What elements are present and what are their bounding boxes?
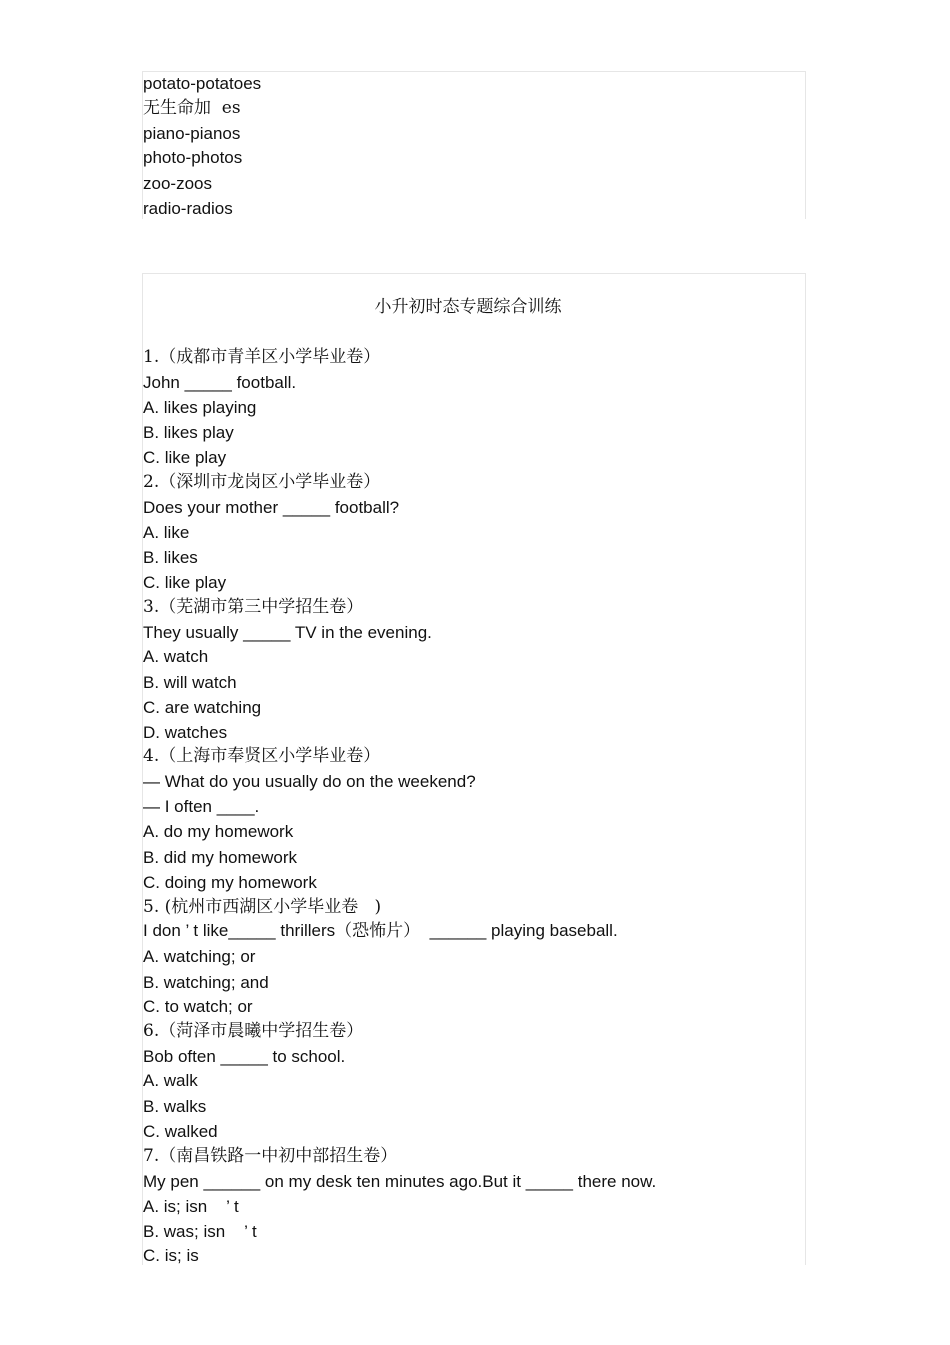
- answer-option: A. watching; or: [143, 947, 256, 966]
- answer-option: B. likes: [143, 548, 198, 567]
- question-source: 1.（成都市青羊区小学毕业卷）: [143, 347, 381, 367]
- answer-option: C. is; is: [143, 1246, 199, 1265]
- answer-option: A. likes playing: [143, 398, 257, 417]
- question-text: — I often ____.: [143, 797, 260, 816]
- answer-option: C. like play: [143, 573, 227, 592]
- answer-option: B. walks: [143, 1097, 207, 1116]
- answer-option: B. was; isn ’ t: [143, 1222, 257, 1241]
- answer-option: A. do my homework: [143, 822, 294, 841]
- answer-option: B. will watch: [143, 673, 237, 692]
- answer-option: B. likes play: [143, 423, 234, 442]
- question-text: They usually _____ TV in the evening.: [143, 623, 432, 642]
- plural-line: potato-potatoes: [143, 74, 262, 93]
- question-text: — What do you usually do on the weekend?: [143, 772, 476, 791]
- page-title: 小升初时态专题综合训练: [374, 297, 562, 317]
- plural-line: radio-radios: [143, 199, 233, 218]
- question-source: 3.（芜湖市第三中学招生卷）: [143, 597, 364, 617]
- plural-line: piano-pianos: [143, 124, 241, 143]
- question-text: Does your mother _____ football?: [143, 498, 400, 517]
- answer-option: C. like play: [143, 448, 227, 467]
- question-text: Bob often _____ to school.: [143, 1047, 346, 1066]
- question-source: 2.（深圳市龙岗区小学毕业卷）: [143, 472, 381, 492]
- question-text: John _____ football.: [143, 373, 297, 392]
- answer-option: A. is; isn ’ t: [143, 1197, 239, 1216]
- answer-option: A. watch: [143, 647, 209, 666]
- answer-option: C. are watching: [143, 698, 262, 717]
- plural-line: zoo-zoos: [143, 174, 212, 193]
- exercise-panel: [142, 273, 806, 1265]
- answer-option: C. to watch; or: [143, 997, 253, 1016]
- answer-option: B. did my homework: [143, 848, 297, 867]
- question-source: 7.（南昌铁路一中初中部招生卷）: [143, 1146, 398, 1166]
- answer-option: C. walked: [143, 1122, 218, 1141]
- answer-option: A. like: [143, 523, 190, 542]
- answer-option: C. doing my homework: [143, 873, 317, 892]
- answer-option: B. watching; and: [143, 973, 269, 992]
- question-text: My pen ______ on my desk ten minutes ago.But it _____ there now.: [143, 1172, 657, 1191]
- question-source: 4.（上海市奉贤区小学毕业卷）: [143, 746, 381, 766]
- question-source: 5. (杭州市西湖区小学毕业卷 ): [143, 897, 382, 917]
- answer-option: A. walk: [143, 1071, 198, 1090]
- plural-line: photo-photos: [143, 148, 243, 167]
- question-text: I don ’ t like_____ thrillers（恐怖片） ______ playing baseball.: [143, 921, 618, 940]
- answer-option: D. watches: [143, 723, 228, 742]
- question-source: 6.（菏泽市晨曦中学招生卷）: [143, 1021, 364, 1041]
- plural-line: 无生命加 es: [143, 98, 241, 118]
